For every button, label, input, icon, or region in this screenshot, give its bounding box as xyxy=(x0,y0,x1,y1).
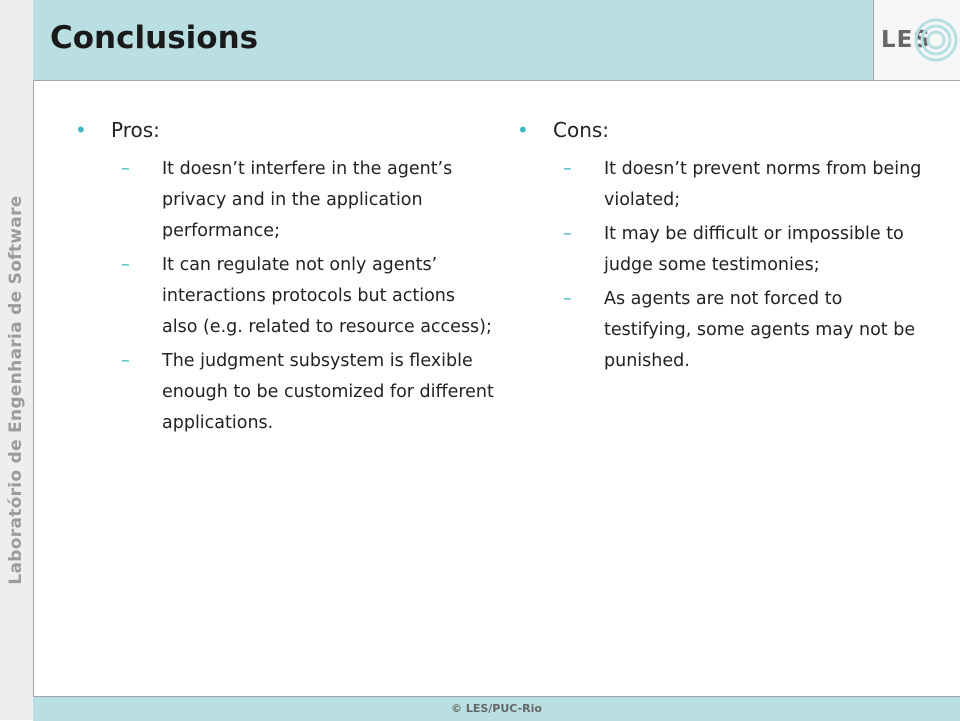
cons-column xyxy=(517,118,927,380)
list-item xyxy=(517,154,927,216)
list-item xyxy=(517,219,927,281)
dash-icon: – xyxy=(563,159,572,179)
title-bar xyxy=(33,0,873,81)
sidebar xyxy=(0,0,34,720)
logo-text: LES xyxy=(881,27,931,53)
list-item xyxy=(75,154,495,247)
dash-icon: – xyxy=(121,255,130,275)
copyright-text: © LES/PUC-Rio xyxy=(451,702,542,715)
sidebar-lab-name: Laboratório de Engenharia de Software xyxy=(6,195,26,585)
swirl-icon xyxy=(914,10,960,70)
cons-item-text: It doesn’t prevent norms from being violated; xyxy=(604,159,922,210)
cons-heading xyxy=(517,118,927,142)
pros-column xyxy=(75,118,495,442)
bullet-icon: • xyxy=(517,118,529,142)
pros-heading-text: Pros: xyxy=(111,118,160,142)
cons-item-text: As agents are not forced to testifying, some agents may not be punished. xyxy=(604,289,916,371)
footer xyxy=(33,696,960,721)
bullet-icon: • xyxy=(75,118,87,142)
list-item xyxy=(75,250,495,343)
list-item xyxy=(75,346,495,439)
dash-icon: – xyxy=(121,351,130,371)
pros-list xyxy=(75,154,495,439)
cons-heading-text: Cons: xyxy=(553,118,610,142)
slide-title: Conclusions xyxy=(50,20,259,56)
pros-item-text: It can regulate not only agents’ interactions protocols but actions also (e.g. related to resource access); xyxy=(162,255,492,337)
dash-icon: – xyxy=(121,159,130,179)
list-item xyxy=(517,284,927,377)
dash-icon: – xyxy=(563,289,572,309)
dash-icon: – xyxy=(563,224,572,244)
pros-heading xyxy=(75,118,495,142)
cons-item-text: It may be difficult or impossible to judge some testimonies; xyxy=(604,224,904,275)
cons-list xyxy=(517,154,927,377)
pros-item-text: The judgment subsystem is flexible enough to be customized for different applications. xyxy=(162,351,494,433)
pros-item-text: It doesn’t interfere in the agent’s privacy and in the application performance; xyxy=(162,159,453,241)
logo xyxy=(873,0,960,81)
